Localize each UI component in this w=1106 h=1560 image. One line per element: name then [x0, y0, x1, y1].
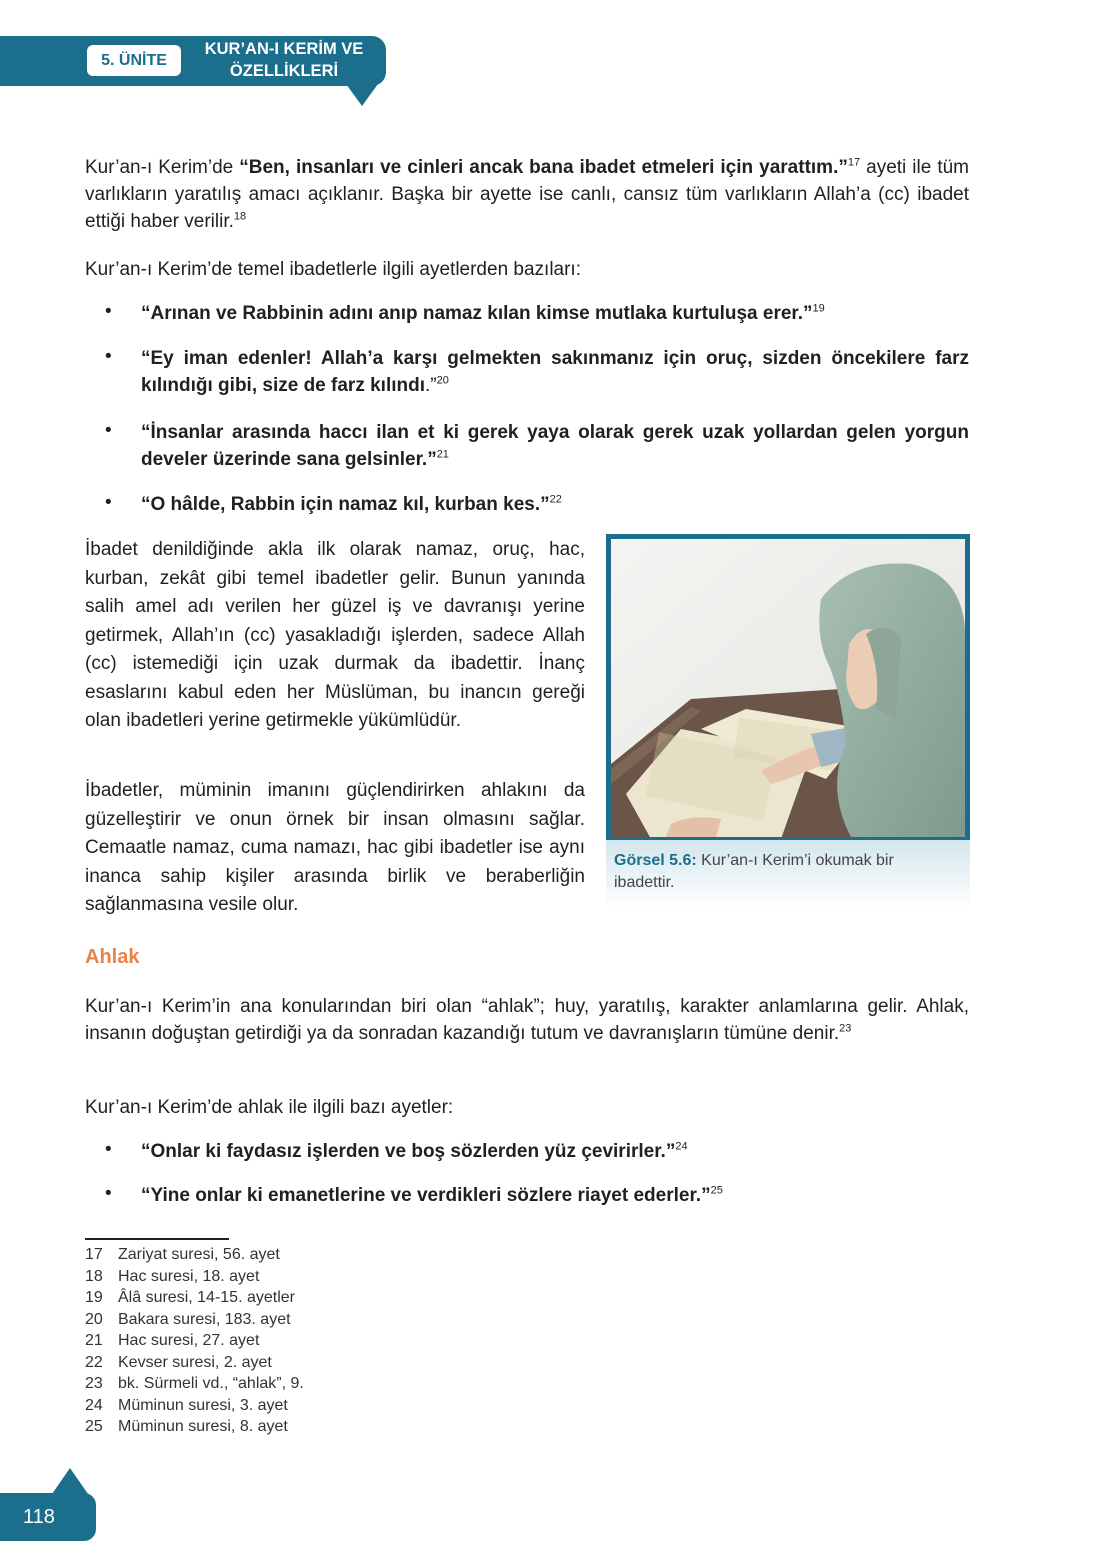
intro-text-rest: ayeti ile tüm varlıkların yaratılış amacı açıklanır. Başka bir ayette ise canlı, cansız tüm varlıkların Allah’a (cc) ibadet ettiği haber verilir. [85, 157, 969, 232]
verse-item [141, 1138, 969, 1165]
verse-text: “Onlar ki faydasız işlerden ve boş sözlerden yüz çevirirler.” [141, 1141, 676, 1162]
footnote-number: 17 [85, 1246, 103, 1263]
verse-item [141, 345, 969, 399]
bullet-mark: • [105, 346, 112, 367]
verse-text: “Arınan ve Rabbinin adını anıp namaz kılan kimse mutlaka kurtuluşa erer.” [141, 303, 813, 324]
section-heading-ahlak: Ahlak [85, 946, 140, 968]
footnote-number: 23 [85, 1375, 103, 1392]
footnote-item [85, 1352, 304, 1374]
footnote-item [85, 1309, 304, 1331]
caption-text: Kur’an-ı Kerim’i okumak bir ibadettir. [614, 852, 894, 891]
footnote-item [85, 1266, 304, 1288]
banner-pointer [346, 84, 378, 106]
unit-badge: 5. ÜNİTE [87, 45, 181, 76]
ethics-paragraph [85, 993, 969, 1047]
ethics-text: Kur’an-ı Kerim’in ana konularından biri olan “ahlak”; huy, yaratılış, karakter anlamlarına gelir. Ahlak, insanın doğuştan getirdiği ya da sonradan kazandığı tutum ve davranışların tümüne denir. [85, 996, 969, 1044]
verse-quote: “Ben, insanları ve cinleri ancak bana ibadet etmeleri için yarattım.” [239, 157, 848, 178]
verse-item [141, 419, 969, 473]
figure-caption-box [606, 840, 970, 908]
unit-title-line2: ÖZELLİKLERİ [229, 62, 339, 80]
verse-item [141, 300, 969, 327]
reading-quran-photo [611, 539, 965, 837]
footnote-ref: 22 [549, 493, 562, 506]
figure-frame [606, 534, 970, 840]
footnote-text: Bakara suresi, 183. ayet [118, 1310, 291, 1328]
footnote-text: Zariyat suresi, 56. ayet [118, 1246, 280, 1263]
footnote-text: Kevser suresi, 2. ayet [118, 1353, 272, 1371]
footnote-ref: 20 [436, 374, 449, 387]
footnote-number: 21 [85, 1332, 103, 1349]
footnote-number: 18 [85, 1267, 103, 1285]
footnote-number: 24 [85, 1396, 103, 1414]
footnote-item [85, 1330, 304, 1352]
unit-title [186, 38, 382, 82]
footnote-item [85, 1244, 304, 1266]
verse-text: “Ey iman edenler! Allah’a karşı gelmekten sakınmanız için oruç, sizden öncekilere farz kılındığı gibi, size de farz kılındı [141, 348, 969, 396]
footnote-number: 22 [85, 1353, 103, 1371]
footnote-ref: 24 [675, 1140, 688, 1153]
footnote-ref: 19 [812, 302, 825, 315]
worship-paragraph-2: İbadetler, müminin imanını güçlendirirken ahlakını da güzelleştirir ve onun örnek bir insan olmasını sağlar. Cemaatle namaz, cuma namazı, hac gibi ibadetler ise aynı inanca sahip kişiler arasında birlik ve beraberliğin sağlanmasına vesile olur. [85, 780, 585, 915]
footnotes [85, 1244, 304, 1438]
footnote-number: 20 [85, 1310, 103, 1328]
unit-title-line1: KUR’AN-I KERİM VE [204, 40, 364, 58]
footnote-ref: 21 [436, 448, 449, 461]
figure-caption [614, 850, 954, 894]
verse-tail: .” [425, 375, 437, 396]
intro-text: Kur’an-ı Kerim’de [85, 157, 240, 178]
page-tab-pointer [52, 1468, 88, 1494]
footnote-text: Hac suresi, 18. ayet [118, 1267, 260, 1285]
footnote-number: 25 [85, 1418, 103, 1435]
verse-item [141, 491, 969, 518]
worship-paragraph: İbadet denildiğinde akla ilk olarak namaz, oruç, hac, kurban, zekât gibi temel ibadetler gelir. Bunun yanında salih amel adı verilen her güzel iş ve davranışı yerine getirmek, Allah’ın (cc) yasakladığı işlerden, sadece Allah (cc) istemediği için uzak durmak da ibadettir. İnanç esaslarını kabul eden her Müslüman, bu inancın gereği olan ibadetleri yerine getirmekle yükümlüdür. [85, 539, 585, 731]
verse-item [141, 1182, 969, 1209]
footnote-item [85, 1287, 304, 1309]
bullet-mark: • [105, 1183, 112, 1204]
bullet-mark: • [105, 492, 112, 513]
footnote-text: Müminun suresi, 8. ayet [118, 1418, 288, 1435]
footnote-text: Hac suresi, 27. ayet [118, 1332, 260, 1349]
footnote-ref: 17 [847, 156, 861, 169]
verse-text: “İnsanlar arasında haccı ilan et ki gerek yaya olarak gerek uzak yollardan gelen yorgun develer üzerinde sana gelsinler.” [141, 422, 969, 470]
caption-label: Görsel 5.6: [614, 852, 697, 869]
footnote-item [85, 1416, 304, 1438]
footnote-item [85, 1373, 304, 1395]
footnote-divider [85, 1238, 229, 1240]
footnote-ref: 25 [710, 1184, 723, 1197]
footnote-text: Müminun suresi, 3. ayet [118, 1396, 288, 1414]
bullet-mark: • [105, 301, 112, 322]
footnote-number: 19 [85, 1289, 103, 1306]
verse-text: “Yine onlar ki emanetlerine ve verdikleri sözlere riayet ederler.” [141, 1185, 711, 1206]
intro-paragraph [85, 154, 969, 235]
verse-text: “O hâlde, Rabbin için namaz kıl, kurban kes.” [141, 494, 550, 515]
page-number: 118 [23, 1506, 55, 1528]
footnote-text: Âlâ suresi, 14-15. ayetler [118, 1289, 295, 1306]
bullet-mark: • [105, 1139, 112, 1160]
ethics-verses-intro: Kur’an-ı Kerim’de ahlak ile ilgili bazı ayetler: [85, 1097, 454, 1118]
footnote-text: bk. Sürmeli vd., “ahlak”, 9. [118, 1375, 304, 1392]
footnote-item [85, 1395, 304, 1417]
bullet-mark: • [105, 420, 112, 441]
verses-intro: Kur’an-ı Kerim’de temel ibadetlerle ilgili ayetlerden bazıları: [85, 259, 581, 280]
footnote-ref: 18 [233, 210, 247, 223]
footnote-ref: 23 [839, 1022, 852, 1035]
